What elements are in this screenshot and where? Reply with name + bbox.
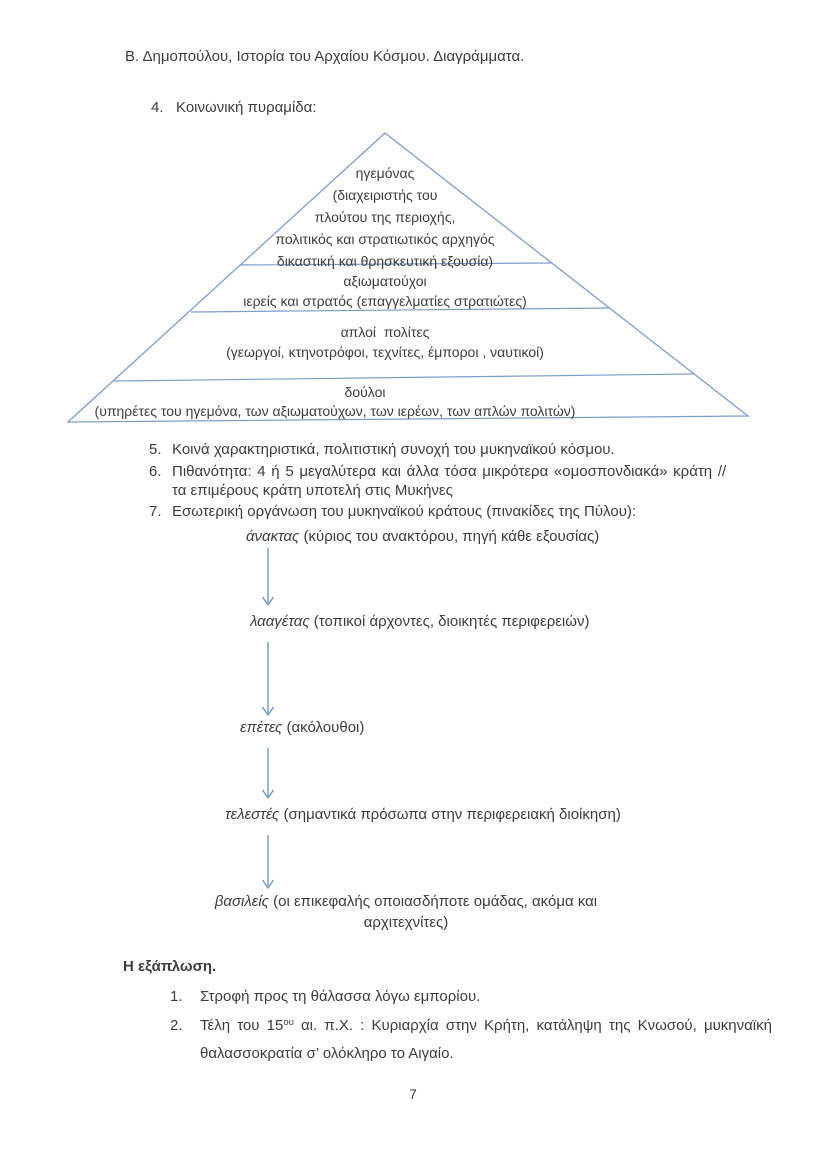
pyramid-level1-line: (διαχειριστής του <box>332 187 438 203</box>
pyramid-level2-line: ιερείς και στρατός (επαγγελματίες στρατιώτες) <box>243 293 527 309</box>
pyramid-level3-line: (γεωργοί, κτηνοτρόφοι, τεχνίτες, έμποροι , ναυτικοί) <box>226 344 544 360</box>
flow-desc: (ακόλουθοι) <box>282 719 365 736</box>
pyramid-level1-line: πλούτου της περιοχής, <box>314 209 456 225</box>
flow-term: επέτες <box>240 719 283 736</box>
pyramid-level4-line: δούλοι <box>344 384 386 400</box>
down-arrow-icon <box>263 548 274 605</box>
pyramid-divider-3 <box>114 374 693 381</box>
flow-step-telestes <box>225 805 621 825</box>
flow-step-anaktas <box>246 527 599 547</box>
flow-step-basileis <box>185 891 627 933</box>
expansion-item-2-line1-post: αι. π.Χ. : Κυριαρχία στην Κρήτη, κατάληψη της Κνωσού, μυκηναϊκή <box>293 1017 772 1034</box>
pyramid-level2-line: αξιωματούχοι <box>343 273 427 289</box>
flow-term: τελεστές <box>225 806 280 823</box>
pyramid-level3-line: απλοί πολίτες <box>340 324 430 340</box>
list-item-6-line2: τα επιμέρους κράτη υποτελή στις Μυκήνες <box>172 482 453 499</box>
expansion-number-1: 1. <box>170 988 183 1005</box>
flow-desc: (τοπικοί άρχοντες, διοικητές περιφερειών) <box>309 613 590 630</box>
list-number-6: 6. <box>149 463 162 480</box>
list-number-5: 5. <box>149 441 162 458</box>
flow-term: λααγέτας <box>250 613 310 630</box>
list-item-4-label: Κοινωνική πυραμίδα: <box>176 99 317 116</box>
expansion-item-1-text: Στροφή προς τη θάλασσα λόγω εμπορίου. <box>200 988 481 1005</box>
expansion-item-2-line1-pre: Τέλη του 15 <box>200 1017 284 1034</box>
pyramid-level1-line: δικαστική και θρησκευτική εξουσία) <box>276 253 494 269</box>
flow-desc: (κύριος του ανακτόρου, πηγή κάθε εξουσίας) <box>299 528 600 545</box>
down-arrow-icon <box>263 835 274 888</box>
expansion-item-2-line1 <box>200 1016 772 1038</box>
flow-step-laagetas <box>250 612 589 632</box>
ordinal-superscript: ου <box>283 1017 294 1028</box>
pyramid-level1-line: ηγεμόνας <box>355 165 415 181</box>
expansion-number-2: 2. <box>170 1017 183 1034</box>
list-item-5-text: Κοινά χαρακτηριστικά, πολιτιστική συνοχή του μυκηναϊκού κόσμου. <box>172 441 615 458</box>
flow-desc: (οι επικεφαλής οποιασδήποτε ομάδας, ακόμα και αρχιτεχνίτες) <box>268 893 598 931</box>
flow-desc: (σημαντικά πρόσωπα στην περιφερειακή διοίκηση) <box>279 806 621 823</box>
flow-term: βασιλείς <box>214 893 269 910</box>
flow-term: άνακτας <box>246 528 300 545</box>
flow-step-epetes <box>240 718 364 738</box>
down-arrow-icon <box>263 748 274 798</box>
document-title: Β. Δημοπούλου, Ιστορία του Αρχαίου Κόσμου. Διαγράμματα. <box>125 48 525 65</box>
section-heading-expansion: Η εξάπλωση. <box>123 958 217 975</box>
list-item-7-text: Εσωτερική οργάνωση του μυκηναϊκού κράτους (πινακίδες της Πύλου): <box>172 503 637 520</box>
list-number-7: 7. <box>149 503 162 520</box>
expansion-item-2-line2: θαλασσοκρατία σ’ ολόκληρο το Αιγαίο. <box>200 1045 454 1062</box>
pyramid-level1-line: πολιτικός και στρατιωτικός αρχηγός <box>275 231 495 247</box>
pyramid-level4-line: (υπηρέτες του ηγεμόνα, των αξιωματούχων, των ιερέων, των απλών πολιτών) <box>94 403 576 419</box>
page-number: 7 <box>409 1087 417 1102</box>
list-number-4: 4. <box>151 99 164 116</box>
list-item-6-line1: Πιθανότητα: 4 ή 5 μεγαλύτερα και άλλα τόσα μικρότερα «ομοσπονδιακά» κράτη // <box>172 463 727 480</box>
down-arrow-icon <box>263 642 274 715</box>
